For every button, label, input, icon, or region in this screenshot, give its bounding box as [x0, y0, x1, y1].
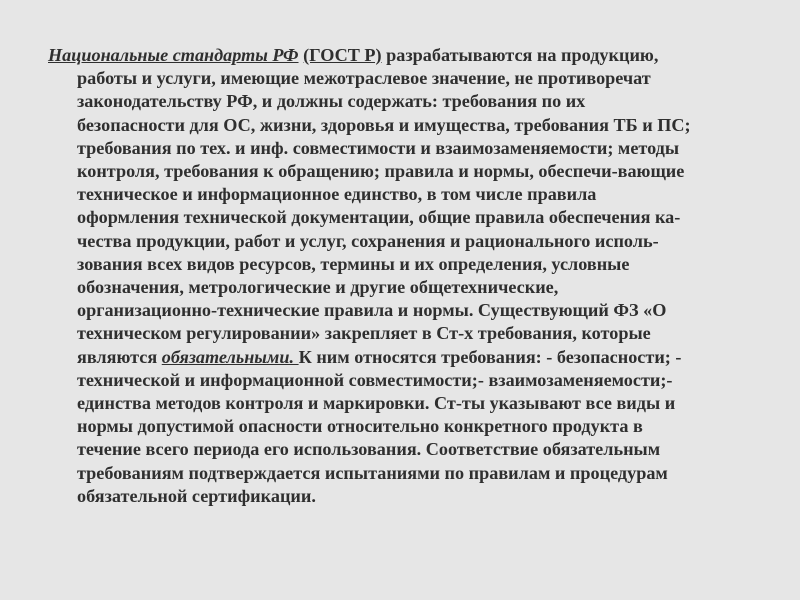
mandatory-prefix: являются [77, 346, 162, 367]
text-line: работы и услуги, имеющие межотраслевое значение, не противоречат [77, 68, 651, 89]
text-line: техническое и информационное единство, в том числе правила [77, 184, 597, 205]
text-line: оформления технической документации, общие правила обеспечения ка- [77, 207, 681, 228]
mandatory-word: обязательными. [161, 346, 299, 367]
text-line: единства методов контроля и маркировки. Ст-ты указывают все виды и [77, 393, 676, 414]
text-line: контроля, требования к обращению; правила и нормы, обеспечи-вающие [77, 161, 685, 182]
text-line: организационно-технические правила и нормы. Существующий ФЗ «О [77, 300, 667, 321]
text-line: обязательной сертификации. [77, 485, 316, 506]
body-text [48, 44, 760, 508]
text-line: требованиям подтверждается испытаниями по правилам и процедурам [77, 462, 668, 483]
text-line: законодательству РФ, и должны содержать: требования по их [77, 91, 586, 112]
text-line: обозначения, метрологические и другие общетехнические, [77, 277, 559, 298]
text-line: чества продукции, работ и услуг, сохранения и рационального исполь- [77, 230, 659, 251]
text-line: техническом регулировании» закрепляет в Ст-х требования, которые [77, 323, 651, 344]
text-line-mandatory [48, 346, 760, 369]
text-line-1 [48, 44, 760, 67]
text-line: технической и информационной совместимости;- взаимозаменяемости;- [77, 369, 673, 390]
lead-term: Национальные стандарты РФ [48, 45, 299, 65]
text-line: требования по тех. и инф. совместимости и взаимозаменяемости; методы [77, 137, 680, 158]
line-1-rest: разрабатываются на продукцию, [381, 45, 659, 65]
text-line: течение всего периода его использования. Соответствие обязательным [77, 439, 661, 460]
mandatory-suffix: К ним относятся требования: - безопасности; - [298, 346, 682, 367]
text-line: нормы допустимой опасности относительно конкретного продукта в [77, 416, 643, 437]
lead-gost: (ГОСТ Р) [303, 45, 382, 65]
text-line: зования всех видов ресурсов, термины и их определения, условные [77, 253, 630, 274]
text-line: безопасности для ОС, жизни, здоровья и имущества, требования ТБ и ПС; [77, 114, 691, 135]
